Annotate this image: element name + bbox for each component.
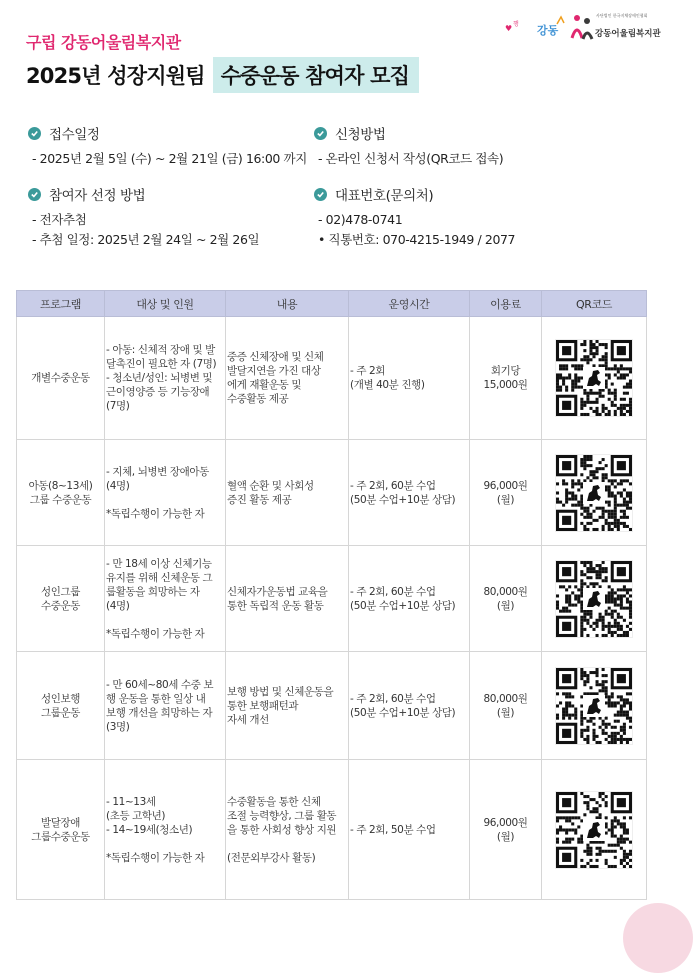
cell-line (106, 613, 223, 627)
cell-line: (월) (496, 830, 515, 843)
cell-line: - 아동: 신체적 장애 및 발 (106, 344, 215, 356)
target-cell (105, 760, 226, 900)
qr-code-icon[interactable] (556, 455, 632, 531)
program-cell (17, 546, 105, 652)
program-table (16, 290, 647, 900)
qr-cell (542, 546, 647, 652)
cell-line: (50분 수업+10분 상담) (350, 706, 456, 719)
cell-line: - 11~13세 (106, 795, 156, 808)
program-cell (17, 760, 105, 900)
corner-decoration (623, 903, 693, 973)
col-header: QR코드 (542, 291, 647, 317)
check-circle-icon (28, 188, 41, 201)
cell-line: (50분 수업+10분 상담) (350, 493, 456, 506)
cell-line: 에게 재활운동 및 (227, 379, 302, 391)
cell-line: *독립수행이 가능한 자 (106, 507, 205, 520)
cell-line: *독립수행이 가능한 자 (106, 851, 205, 864)
check-circle-icon (28, 127, 41, 140)
cell-line: (월) (496, 706, 515, 719)
cell-line: 수중활동을 통한 신체 (227, 795, 321, 808)
time-cell (349, 546, 470, 652)
time-cell (349, 760, 470, 900)
cell-line: (7명) (106, 400, 130, 412)
content-cell (226, 317, 349, 440)
fee-cell (470, 546, 542, 652)
table-row (17, 652, 647, 760)
fee-cell (470, 317, 542, 440)
col-header: 이용료 (470, 291, 542, 317)
cell-line: 행 운동을 통한 일상 내 (106, 692, 206, 705)
cell-line: (초등 고학년) (106, 809, 166, 822)
table-row (17, 546, 647, 652)
cell-line: 조절 능력향상, 그룹 활동 (227, 809, 337, 822)
qr-cell (542, 317, 647, 440)
time-cell (349, 440, 470, 546)
content-cell (226, 652, 349, 760)
method-line: - 온라인 신청서 작성(QR코드 접속) (318, 151, 504, 166)
fee-cell (470, 652, 542, 760)
cell-line: 보행 개선을 희망하는 자 (106, 706, 213, 719)
svg-text:사단법인 한국지체장애인협회: 사단법인 한국지체장애인협회 (596, 13, 648, 18)
cell-line: - 주 2회 (350, 365, 386, 377)
cell-line: (전문외부강사 활동) (227, 851, 316, 864)
cell-line: 성인그룹 (41, 585, 80, 598)
cell-line: 증진 활동 제공 (227, 493, 292, 506)
col-header: 운영시간 (349, 291, 470, 317)
method-label: 신청방법 (335, 127, 386, 143)
cell-line: 그룹 수중운동 (29, 493, 92, 506)
cell-line: 회기당 (490, 365, 521, 377)
contact-block (314, 184, 515, 250)
cell-line: 아동(8~13세) (28, 479, 93, 492)
qr-cell (542, 652, 647, 760)
schedule-line: - 2025년 2월 5일 (수) ~ 2월 21일 (금) 16:00 까지 (32, 151, 307, 166)
qr-code-icon[interactable] (556, 561, 632, 637)
time-cell (349, 317, 470, 440)
cell-line (106, 837, 223, 851)
cell-line: 보행 방법 및 신체운동을 (227, 685, 334, 698)
table-header-row (17, 291, 647, 317)
selection-line: - 전자추첨 (32, 212, 87, 227)
table-row (17, 760, 647, 900)
qr-cell (542, 440, 647, 546)
cell-line: 96,000원 (483, 816, 528, 829)
cell-line: (50분 수업+10분 상담) (350, 599, 456, 612)
cell-line: (3명) (106, 720, 130, 733)
schedule-block (28, 123, 307, 169)
contact-line: • 직통번호: 070-4215-1949 / 2077 (318, 232, 516, 247)
content-cell (226, 546, 349, 652)
cell-line: 80,000원 (483, 585, 528, 598)
program-cell (17, 440, 105, 546)
cell-line: 중증 신체장애 및 신체 (227, 351, 324, 363)
cell-line: - 주 2회, 50분 수업 (350, 823, 436, 836)
cell-line: - 만 18세 이상 신체기능 (106, 557, 212, 570)
svg-text:강동어울림복지관: 강동어울림복지관 (595, 29, 661, 39)
cell-line: - 지체, 뇌병변 장애아동 (106, 465, 209, 478)
content-cell (226, 760, 349, 900)
cell-line: 신체자가운동법 교육을 (227, 585, 328, 598)
cell-line: (4명) (106, 599, 130, 612)
cell-line: (월) (496, 493, 515, 506)
gangdong-logo-text: 강동 (537, 24, 559, 37)
cell-line: - 주 2회, 60분 수업 (350, 585, 436, 598)
cell-line: 수중활동 제공 (227, 393, 289, 405)
target-cell (105, 440, 226, 546)
svg-text:♥: ♥ (505, 24, 513, 33)
cell-line: - 청소년/성인: 뇌병변 및 (106, 372, 213, 384)
cell-line: 유지를 위해 신체운동 그 (106, 571, 213, 584)
title-main: 2025년 성장지원팀 (26, 64, 205, 88)
cell-line: (월) (496, 599, 515, 612)
cell-line: 그룹운동 (41, 706, 80, 719)
cell-line: 성인보행 (41, 692, 80, 705)
cell-line (106, 493, 223, 507)
cell-line: 자세 개선 (227, 713, 269, 726)
gangdong-logo (503, 14, 567, 40)
cell-line (227, 837, 346, 851)
cell-line: 15,000원 (483, 379, 528, 391)
cell-line: *독립수행이 가능한 자 (106, 627, 205, 640)
cell-line: 을 통한 사회성 향상 지원 (227, 823, 337, 836)
cell-line: 그룹수중운동 (31, 830, 90, 843)
time-cell (349, 652, 470, 760)
table-row (17, 440, 647, 546)
program-cell (17, 652, 105, 760)
target-cell (105, 317, 226, 440)
cell-line: 발달장애 (41, 816, 80, 829)
svg-text:행: 행 (513, 21, 519, 28)
fee-cell (470, 440, 542, 546)
table-row (17, 317, 647, 440)
cell-line: 달촉진이 필요한 자 (7명) (106, 358, 217, 370)
schedule-label: 접수일정 (49, 127, 100, 143)
method-block (314, 123, 503, 169)
cell-line: 발달지연을 가진 대상 (227, 365, 321, 377)
logos (503, 8, 661, 44)
content-cell (226, 440, 349, 546)
fee-cell (470, 760, 542, 900)
page-title (26, 58, 419, 92)
cell-line: 80,000원 (483, 692, 528, 705)
cell-line: (개별 40분 진행) (350, 379, 425, 391)
cell-line: 통한 보행패턴과 (227, 699, 299, 712)
cell-line: (4명) (106, 479, 130, 492)
qr-code-icon[interactable] (556, 792, 632, 868)
qr-cell (542, 760, 647, 900)
cell-line: 수중운동 (41, 599, 80, 612)
selection-line: - 추첨 일정: 2025년 2월 24일 ~ 2월 26일 (32, 232, 260, 247)
contact-line: - 02)478-0741 (318, 212, 403, 227)
check-circle-icon (314, 127, 327, 140)
title-highlight: 수중운동 참여자 모집 (213, 57, 419, 93)
col-header: 내용 (226, 291, 349, 317)
contact-label: 대표번호(문의처) (335, 188, 434, 204)
col-header: 대상 및 인원 (105, 291, 226, 317)
cell-line: 룹활동을 희망하는 자 (106, 585, 200, 598)
qr-code-icon[interactable] (556, 668, 632, 744)
cell-line: - 만 60세~80세 수중 보 (106, 678, 214, 691)
cell-line: 개별수중운동 (31, 372, 90, 384)
cell-line: 혈액 순환 및 사회성 (227, 479, 314, 492)
welfare-center-logo (569, 8, 661, 44)
selection-block (28, 184, 259, 250)
target-cell (105, 546, 226, 652)
col-header: 프로그램 (17, 291, 105, 317)
cell-line: 96,000원 (483, 479, 528, 492)
selection-label: 참여자 선정 방법 (49, 188, 146, 204)
cell-line: 통한 독립적 운동 활동 (227, 599, 324, 612)
check-circle-icon (314, 188, 327, 201)
qr-code-icon[interactable] (556, 340, 632, 416)
program-cell (17, 317, 105, 440)
cell-line: 근이영양증 등 기능장애 (106, 386, 210, 398)
cell-line: - 주 2회, 60분 수업 (350, 479, 436, 492)
cell-line: - 주 2회, 60분 수업 (350, 692, 436, 705)
org-name: 구립 강동어울림복지관 (26, 33, 181, 52)
target-cell (105, 652, 226, 760)
cell-line: - 14~19세(청소년) (106, 823, 193, 836)
